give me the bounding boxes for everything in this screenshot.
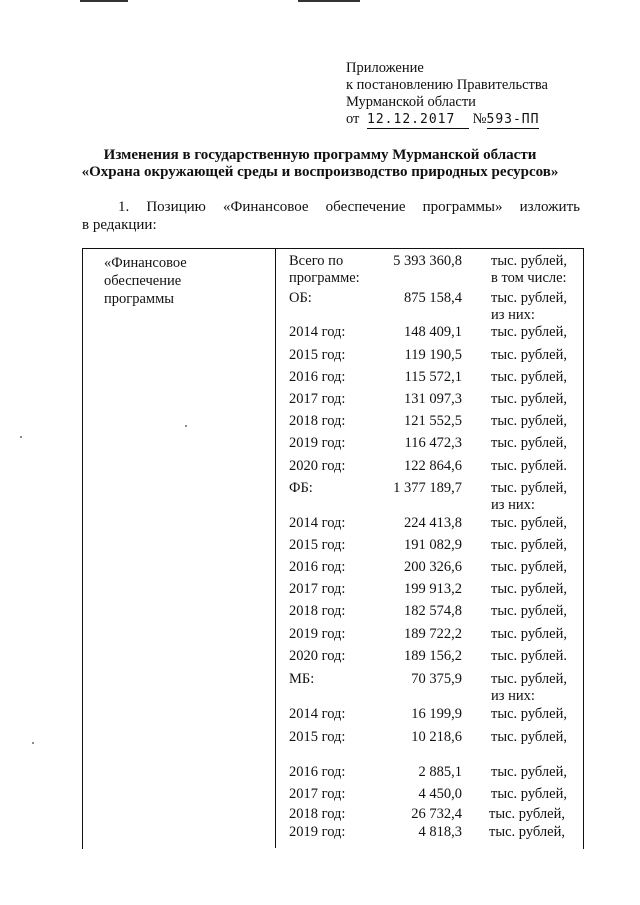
row-value: 122 864,6 xyxy=(404,458,462,474)
row-unit: тыс. рублей, xyxy=(489,806,565,822)
row-label: 2016 год: xyxy=(289,369,346,385)
paragraph-word-5: изложить xyxy=(519,199,580,215)
paragraph-word-3: обеспечение xyxy=(325,199,406,215)
paragraph-line-2: в редакции: xyxy=(82,217,157,233)
row-unit: тыс. рублей. xyxy=(491,458,567,474)
paragraph-word-2: «Финансовое xyxy=(222,199,309,215)
row-value: 131 097,3 xyxy=(404,391,462,407)
row-label: 2014 год: xyxy=(289,706,346,722)
paragraph-word-1: Позицию xyxy=(146,199,206,215)
scan-mark-right xyxy=(298,0,360,2)
row-unit: тыс. рублей, xyxy=(491,324,567,340)
row-unit: тыс. рублей, xyxy=(491,786,567,802)
row-label: 2014 год: xyxy=(289,324,346,340)
row-label: 2015 год: xyxy=(289,729,346,745)
row-value: 182 574,8 xyxy=(404,603,462,619)
row-value: 1 377 189,7 xyxy=(393,480,462,496)
row-unit: тыс. рублей, xyxy=(491,581,567,597)
row-label: 2016 год: xyxy=(289,764,346,780)
scan-speck xyxy=(20,436,22,438)
row-unit: из них: xyxy=(491,688,535,704)
row-value: 116 472,3 xyxy=(404,435,462,451)
row-value: 16 199,9 xyxy=(411,706,462,722)
row-value: 148 409,1 xyxy=(404,324,462,340)
row-label: 2019 год: xyxy=(289,824,346,840)
date-prefix: от xyxy=(346,111,360,127)
row-unit: тыс. рублей. xyxy=(491,648,567,664)
row-unit: тыс. рублей, xyxy=(491,290,567,306)
row-unit: тыс. рублей, xyxy=(491,515,567,531)
row-unit: тыс. рублей, xyxy=(491,253,567,269)
row-unit: тыс. рублей, xyxy=(491,537,567,553)
row-unit: тыс. рублей, xyxy=(491,435,567,451)
row-unit: тыс. рублей, xyxy=(491,626,567,642)
title-line-1: Изменения в государственную программу Мурманской области xyxy=(103,147,537,163)
row-value: 4 818,3 xyxy=(418,824,462,840)
row-label: 2019 год: xyxy=(289,626,346,642)
row-value: 121 552,5 xyxy=(404,413,462,429)
row-unit: тыс. рублей, xyxy=(491,729,567,745)
row-label: 2014 год: xyxy=(289,515,346,531)
row-label: 2017 год: xyxy=(289,391,346,407)
row-value: 199 913,2 xyxy=(404,581,462,597)
scan-speck xyxy=(32,742,34,744)
left-cell-line-2: обеспечение xyxy=(104,273,182,289)
date-field xyxy=(367,111,469,129)
row-value: 189 156,2 xyxy=(404,648,462,664)
title-line-2: «Охрана окружающей среды и воспроизводство природных ресурсов» xyxy=(81,164,559,180)
paragraph-1 xyxy=(82,198,580,234)
row-unit: тыс. рублей, xyxy=(491,671,567,687)
appendix-line-2: к постановлению Правительства xyxy=(346,77,548,93)
row-unit: тыс. рублей, xyxy=(491,347,567,363)
row-value: 119 190,5 xyxy=(404,347,462,363)
row-unit: тыс. рублей, xyxy=(491,413,567,429)
row-unit: из них: xyxy=(491,497,535,513)
row-unit: тыс. рублей, xyxy=(491,764,567,780)
row-label: 2018 год: xyxy=(289,806,346,822)
number-prefix: № xyxy=(472,111,487,127)
row-value: 2 885,1 xyxy=(418,764,462,780)
appendix-line-1: Приложение xyxy=(346,60,424,76)
row-label: программе: xyxy=(289,270,360,286)
row-label: 2015 год: xyxy=(289,537,346,553)
row-unit: тыс. рублей, xyxy=(491,391,567,407)
row-label: МБ: xyxy=(289,671,315,687)
row-value: 224 413,8 xyxy=(404,515,462,531)
left-cell-line-3: программы xyxy=(104,291,174,307)
row-unit: тыс. рублей, xyxy=(491,480,567,496)
left-cell-line-1: «Финансовое xyxy=(104,255,187,271)
number-value: 593-ПП xyxy=(486,112,540,127)
date-value: 12.12.2017 xyxy=(367,112,456,127)
row-label: ОБ: xyxy=(289,290,312,306)
row-unit: тыс. рублей, xyxy=(489,824,565,840)
row-label: 2017 год: xyxy=(289,581,346,597)
table-column-divider xyxy=(275,248,276,848)
row-label: 2015 год: xyxy=(289,347,346,363)
row-value: 191 082,9 xyxy=(404,537,462,553)
row-unit: тыс. рублей, xyxy=(491,369,567,385)
row-value: 26 732,4 xyxy=(411,806,462,822)
row-unit: тыс. рублей, xyxy=(491,559,567,575)
row-value: 189 722,2 xyxy=(404,626,462,642)
row-value: 10 218,6 xyxy=(411,729,462,745)
appendix-block xyxy=(346,60,548,129)
row-label: 2020 год: xyxy=(289,648,346,664)
row-unit: тыс. рублей, xyxy=(491,706,567,722)
paragraph-line-1 xyxy=(82,198,580,216)
appendix-date-line xyxy=(346,111,548,129)
row-value: 4 450,0 xyxy=(418,786,462,802)
row-label: ФБ: xyxy=(289,480,313,496)
row-label: 2019 год: xyxy=(289,435,346,451)
row-value: 70 375,9 xyxy=(411,671,462,687)
row-value: 5 393 360,8 xyxy=(393,253,462,269)
number-field xyxy=(487,111,540,129)
row-unit: тыс. рублей, xyxy=(491,603,567,619)
paragraph-number: 1. xyxy=(118,199,130,215)
row-label: 2018 год: xyxy=(289,413,346,429)
row-unit: в том числе: xyxy=(491,270,567,286)
document-title xyxy=(0,147,640,181)
scan-speck xyxy=(185,425,187,427)
scan-mark-left xyxy=(80,0,128,2)
row-value: 875 158,4 xyxy=(404,290,462,306)
appendix-line-3: Мурманской области xyxy=(346,94,476,110)
row-label: 2017 год: xyxy=(289,786,346,802)
row-unit: из них: xyxy=(491,307,535,323)
row-label: 2016 год: xyxy=(289,559,346,575)
row-label: 2018 год: xyxy=(289,603,346,619)
row-value: 115 572,1 xyxy=(404,369,462,385)
row-value: 200 326,6 xyxy=(404,559,462,575)
table-left-cell xyxy=(104,254,187,308)
paragraph-word-4: программы» xyxy=(422,199,503,215)
row-label: Всего по xyxy=(289,253,344,269)
row-label: 2020 год: xyxy=(289,458,346,474)
